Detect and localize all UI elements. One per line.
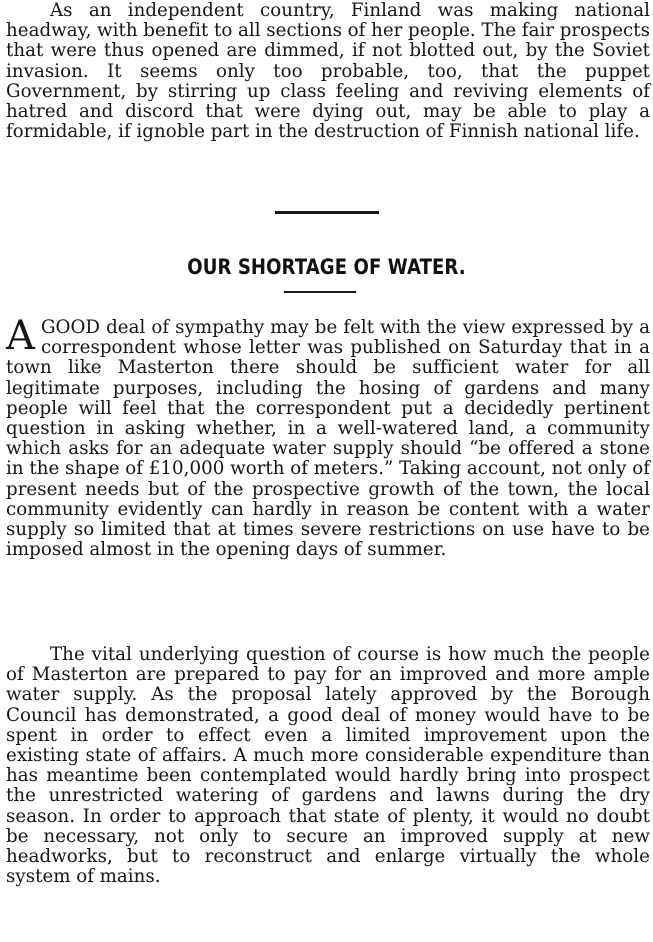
section-divider-rule	[275, 211, 379, 214]
editorial-paragraph-1	[6, 313, 650, 561]
drop-cap-letter: A	[6, 313, 35, 359]
editorial-paragraph-1-text: GOOD deal of sympathy may be felt with the view expressed by a correspondent whose letter was published on Saturday that in a town like Masterton there should be sufficient water for all legitimate purposes, including the hosing of gardens and many people will feel that the correspondent put a decidedly pertinent question in asking whether, in a well-watered land, a community which asks for an adequate water supply should “be offered a stone in the shape of £10,000 worth of meters.” Taking account, not only of present needs but of the prospective growth of the town, the local community evidently can hardly in reason be content with a water supply so limited that at times severe restrictions on use have to be imposed almost in the opening days of summer.	[6, 317, 650, 561]
article-headline: OUR SHORTAGE OF WATER.	[187, 255, 466, 279]
editorial-paragraph-2: The vital underlying question of course is how much the people of Masterton are prepared to pay for an improved and more ample water supply. As the proposal lately approved by the Borough Council has demonstrated, a good deal of money would have to be spent in order to effect even a limited improvement upon the existing state of affairs. A much more considerable expenditure than has meantime been contemplated would hardly bring into prospect the unrestricted watering of gardens and lawns during the dry season. In order to approach that state of plenty, it would no doubt be necessary, not only to secure an improved supply at new headworks, but to reconstruct and enlarge virtually the whole system of mains.	[6, 644, 650, 888]
previous-article-closing-paragraph: As an independent country, Finland was making national headway, with benefit to all sections of her people. The fair prospects that were thus opened are dimmed, if not blotted out, by the Soviet invasion. It seems only too probable, too, that the puppet Government, by stirring up class feeling and reviving elements of hatred and discord that were dying out, may be able to play a formidable, if ignoble part in the destruction of Finnish national life.	[6, 0, 651, 143]
headline-underline-rule	[284, 291, 356, 293]
